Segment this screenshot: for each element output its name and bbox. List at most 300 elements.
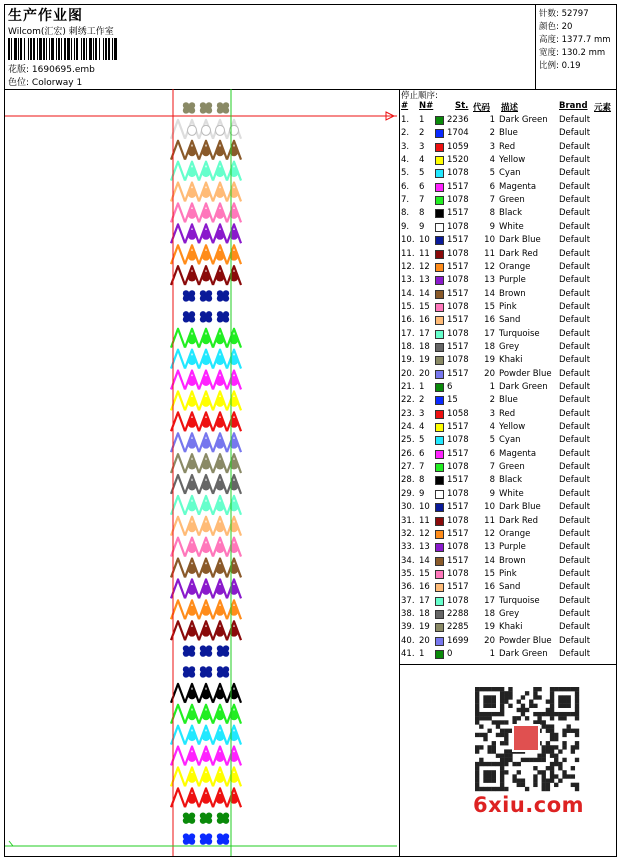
row-description: Sand (499, 315, 521, 326)
row-description: Green (499, 195, 525, 206)
qr-module (475, 720, 479, 724)
row-description: Khaki (499, 355, 523, 366)
qr-module (542, 787, 546, 791)
color-swatch (435, 557, 444, 566)
qr-module (479, 762, 483, 766)
row-stitches: 1517 (447, 341, 469, 352)
qr-module (554, 687, 558, 691)
table-row (399, 355, 616, 368)
row-brand: Default (559, 608, 591, 619)
row-description: Yellow (499, 422, 526, 433)
qr-module (575, 729, 579, 733)
row-brand: Default (559, 328, 591, 339)
barcode-bar (30, 38, 32, 60)
colorway-label: 色位: (8, 78, 30, 88)
qr-module (562, 774, 566, 778)
qr-module (492, 699, 496, 703)
qr-module (521, 779, 525, 783)
qr-module (542, 783, 546, 787)
qr-module (492, 762, 496, 766)
qr-module (533, 695, 537, 699)
row-stitches: 1078 (447, 168, 469, 179)
row-needle: 19 (419, 355, 430, 366)
qr-module (558, 779, 562, 783)
qr-module (483, 733, 487, 737)
row-needle: 18 (419, 608, 430, 619)
qr-module (500, 720, 504, 724)
diamond-fill (188, 710, 197, 720)
row-index: 37. (401, 595, 415, 606)
row-description: Dark Green (499, 382, 548, 392)
qr-module (546, 787, 550, 791)
row-description: Grey (499, 608, 520, 619)
barcode-bar (56, 38, 57, 60)
color-swatch (435, 623, 444, 632)
qr-module (546, 745, 550, 749)
design-band (183, 833, 229, 844)
qr-module (500, 687, 504, 691)
row-brand: Default (559, 528, 591, 539)
table-row (399, 182, 616, 195)
spec-scale: 比例: 0.19 (539, 61, 581, 71)
barcode-bar (24, 38, 25, 60)
qr-module (537, 770, 541, 774)
qr-module (487, 774, 491, 778)
qr-module (567, 724, 571, 728)
qr-module (529, 704, 533, 708)
diamond-fill (188, 146, 197, 156)
table-row (399, 582, 616, 595)
row-needle: 19 (419, 622, 430, 633)
qr-module (546, 699, 550, 703)
row-stitches: 1517 (447, 555, 469, 566)
table-row (399, 275, 616, 288)
qr-module (550, 712, 554, 716)
color-swatch (435, 517, 444, 526)
table-row (399, 115, 616, 128)
barcode-bar (105, 38, 107, 60)
qr-module (571, 783, 575, 787)
row-index: 1. (401, 115, 410, 125)
qr-module (487, 716, 491, 720)
diamond-fill (202, 334, 211, 344)
qr-module (487, 695, 491, 699)
row-brand: Default (559, 488, 591, 499)
color-swatch (435, 436, 444, 445)
qr-module (492, 779, 496, 783)
qr-module (475, 774, 479, 778)
watermark-logo: 6xiu.com (473, 793, 585, 817)
row-brand: Default (559, 502, 591, 513)
barcode-bar (37, 38, 38, 60)
qr-module (575, 712, 579, 716)
diamond-fill (202, 794, 211, 804)
diamond-fill (216, 480, 225, 490)
diamond-fill (216, 209, 225, 219)
qr-module (517, 708, 521, 712)
row-index: 31. (401, 515, 415, 526)
diamond-fill (188, 125, 197, 135)
qr-module (500, 766, 504, 770)
row-code: 8 (489, 475, 495, 486)
diamond-fill (202, 460, 211, 470)
row-code: 10 (484, 502, 495, 513)
qr-module (500, 699, 504, 703)
table-row (399, 529, 616, 542)
diamond-fill (202, 689, 211, 699)
row-description: Dark Red (499, 515, 539, 526)
diamond-fill (188, 794, 197, 804)
row-code: 1 (489, 649, 495, 659)
qr-module (575, 745, 579, 749)
diamond-fill (202, 501, 211, 511)
qr-module (475, 716, 479, 720)
qr-module (558, 687, 562, 691)
row-stitches: 1517 (447, 235, 469, 246)
qr-module (542, 724, 546, 728)
row-stitches: 1078 (447, 328, 469, 339)
qr-module (487, 712, 491, 716)
qr-module (500, 758, 504, 762)
qr-module (525, 787, 529, 791)
flower-motif (189, 817, 195, 823)
diamond-fill (188, 460, 197, 470)
barcode-bar (18, 38, 19, 60)
qr-module (483, 770, 487, 774)
flower-motif (223, 671, 229, 677)
row-code: 10 (484, 235, 495, 246)
qr-module (483, 712, 487, 716)
qr-module (496, 787, 500, 791)
color-swatch (435, 263, 444, 272)
diamond-fill (202, 564, 211, 574)
color-swatch (435, 503, 444, 512)
barcode-bar (61, 38, 62, 60)
row-description: Turquoise (499, 595, 540, 606)
flower-motif (200, 107, 206, 113)
diamond-fill (202, 355, 211, 365)
sheet-title: 生产作业图 (8, 8, 83, 24)
row-needle: 2 (419, 128, 425, 139)
row-brand: Default (559, 261, 591, 272)
table-row (399, 622, 616, 635)
row-needle: 1 (419, 649, 425, 659)
qr-module (571, 687, 575, 691)
qr-module (504, 749, 508, 753)
row-stitches: 1078 (447, 195, 469, 206)
table-row (399, 315, 616, 328)
color-swatch (435, 356, 444, 365)
row-stitches: 1078 (447, 355, 469, 366)
row-stitches: 1078 (447, 595, 469, 606)
qr-module (554, 737, 558, 741)
embroidery-design (5, 89, 399, 856)
color-swatch (435, 370, 444, 379)
row-description: Orange (499, 528, 531, 539)
row-needle: 17 (419, 328, 430, 339)
qr-module (562, 712, 566, 716)
qr-module (554, 774, 558, 778)
row-code: 9 (489, 488, 495, 499)
qr-module (487, 779, 491, 783)
qr-module (475, 695, 479, 699)
row-index: 30. (401, 502, 415, 513)
qr-module (487, 787, 491, 791)
qr-module (550, 737, 554, 741)
spec-colors: 颜色: 20 (539, 22, 573, 32)
qr-module (475, 712, 479, 716)
diamond-fill (202, 480, 211, 490)
row-needle: 7 (419, 462, 425, 473)
row-brand: Default (559, 235, 591, 246)
flower-motif (189, 295, 195, 301)
qr-module (537, 712, 541, 716)
row-needle: 4 (419, 155, 425, 166)
flower-motif (183, 316, 189, 322)
row-brand: Default (559, 128, 591, 139)
row-description: Khaki (499, 622, 523, 633)
table-row (399, 342, 616, 355)
row-needle: 18 (419, 341, 430, 352)
colorway-value: Colorway 1 (31, 78, 83, 88)
qr-module (567, 704, 571, 708)
row-code: 16 (484, 582, 495, 593)
qr-module (517, 770, 521, 774)
table-row (399, 382, 616, 395)
row-brand: Default (559, 355, 591, 366)
row-description: Blue (499, 128, 518, 139)
qr-module (517, 716, 521, 720)
flower-motif (217, 316, 223, 322)
qr-module (517, 762, 521, 766)
qr-module (550, 724, 554, 728)
qr-module (575, 708, 579, 712)
flower-motif (189, 838, 195, 844)
qr-module (487, 699, 491, 703)
row-needle: 20 (419, 368, 430, 379)
row-code: 12 (484, 528, 495, 539)
qr-module (546, 741, 550, 745)
qr-module (542, 774, 546, 778)
row-code: 13 (484, 542, 495, 553)
row-needle: 5 (419, 168, 425, 179)
table-row (399, 208, 616, 221)
diamond-fill (202, 230, 211, 240)
row-description: Dark Green (499, 649, 548, 659)
row-description: Red (499, 141, 516, 152)
col-header-element: 元素 (594, 103, 612, 113)
diamond-fill (216, 794, 225, 804)
stop-sequence-table (399, 89, 616, 664)
row-code: 7 (489, 462, 495, 473)
color-swatch (435, 250, 444, 259)
diamond-fill (216, 501, 225, 511)
row-brand: Default (559, 168, 591, 179)
diamond-fill (202, 606, 211, 616)
col-header-index: # (401, 101, 409, 111)
qr-module (550, 779, 554, 783)
row-stitches: 1517 (447, 528, 469, 539)
row-code: 3 (489, 408, 495, 419)
qr-module (554, 745, 558, 749)
company-name: Wilcom(汇宏) 刺绣工作室 (8, 27, 114, 37)
barcode (8, 38, 118, 60)
diamond-fill (188, 418, 197, 428)
qr-module (562, 758, 566, 762)
table-row (399, 289, 616, 302)
qr-module (500, 729, 504, 733)
diamond-fill (188, 188, 197, 198)
qr-module (475, 762, 479, 766)
qr-module (537, 720, 541, 724)
flower-motif (183, 838, 189, 844)
qr-module (487, 770, 491, 774)
table-row (399, 142, 616, 155)
row-index: 4. (401, 155, 410, 166)
row-index: 20. (401, 368, 415, 379)
row-needle: 14 (419, 288, 430, 299)
flower-motif (223, 107, 229, 113)
qr-module (550, 770, 554, 774)
diamond-fill (216, 418, 225, 428)
row-index: 27. (401, 462, 415, 473)
diamond-fill (216, 125, 225, 135)
qr-module (558, 704, 562, 708)
qr-module (546, 708, 550, 712)
row-brand: Default (559, 595, 591, 606)
qr-module (521, 783, 525, 787)
qr-module (504, 737, 508, 741)
qr-module (517, 783, 521, 787)
row-needle: 11 (419, 248, 430, 259)
row-needle: 1 (419, 382, 425, 392)
qr-module (508, 758, 512, 762)
qr-module (533, 783, 537, 787)
barcode-bar (51, 38, 54, 60)
flower-motif (206, 650, 212, 656)
diamond-fill (216, 731, 225, 741)
row-brand: Default (559, 141, 591, 152)
qr-module (475, 766, 479, 770)
table-row (399, 502, 616, 515)
diamond-fill (202, 397, 211, 407)
flower-motif (217, 817, 223, 823)
row-index: 24. (401, 422, 415, 433)
spec-width: 宽度: 130.2 mm (539, 48, 606, 58)
qr-module (496, 733, 500, 737)
row-needle: 17 (419, 595, 430, 606)
row-code: 14 (484, 555, 495, 566)
diamond-fill (202, 439, 211, 449)
qr-module (562, 716, 566, 720)
qr-module (533, 766, 537, 770)
qr-module (504, 770, 508, 774)
qr-module (500, 691, 504, 695)
pattern-value: 1690695.emb (31, 65, 95, 75)
qr-module (550, 695, 554, 699)
qr-module (542, 745, 546, 749)
spec-panel (535, 5, 617, 89)
row-needle: 12 (419, 528, 430, 539)
row-stitches: 1699 (447, 635, 469, 646)
diamond-fill (202, 272, 211, 282)
qr-module (496, 762, 500, 766)
qr-module (567, 729, 571, 733)
diamond-fill (202, 543, 211, 553)
row-index: 6. (401, 181, 410, 192)
color-swatch (435, 570, 444, 579)
table-row (399, 235, 616, 248)
table-row (399, 262, 616, 275)
color-swatch (435, 316, 444, 325)
qr-module (487, 749, 491, 753)
qr-module (496, 720, 500, 724)
qr-module (550, 754, 554, 758)
qr-module (504, 699, 508, 703)
row-description: Grey (499, 341, 520, 352)
diamond-fill (188, 627, 197, 637)
row-index: 17. (401, 328, 415, 339)
row-code: 17 (484, 328, 495, 339)
row-stitches: 1517 (447, 208, 469, 219)
table-row (399, 195, 616, 208)
diamond-fill (188, 439, 197, 449)
qr-module (521, 704, 525, 708)
row-index: 22. (401, 395, 415, 406)
qr-module (483, 704, 487, 708)
row-brand: Default (559, 275, 591, 286)
qr-module (571, 729, 575, 733)
diamond-fill (188, 209, 197, 219)
diamond-fill (188, 564, 197, 574)
flower-motif (217, 650, 223, 656)
color-swatch (435, 650, 444, 659)
color-swatch (435, 543, 444, 552)
row-code: 8 (489, 208, 495, 219)
row-needle: 15 (419, 568, 430, 579)
row-index: 5. (401, 168, 410, 179)
diamond-fill (202, 125, 211, 135)
qr-module (542, 749, 546, 753)
row-needle: 6 (419, 448, 425, 459)
qr-module (492, 770, 496, 774)
barcode-bar (46, 38, 47, 60)
color-swatch (435, 463, 444, 472)
flower-motif (217, 838, 223, 844)
row-index: 19. (401, 355, 415, 366)
qr-module (496, 687, 500, 691)
qr-module (508, 749, 512, 753)
flower-motif (183, 107, 189, 113)
table-row (399, 302, 616, 315)
diamond-fill (188, 334, 197, 344)
row-stitches: 1078 (447, 542, 469, 553)
row-stitches: 1517 (447, 582, 469, 593)
row-brand: Default (559, 395, 591, 406)
qr-module (475, 704, 479, 708)
row-brand: Default (559, 542, 591, 553)
barcode-bar (67, 38, 70, 60)
color-swatch (435, 209, 444, 218)
qr-module (558, 716, 562, 720)
qr-module (537, 695, 541, 699)
row-brand: Default (559, 515, 591, 526)
flower-motif (206, 295, 212, 301)
qr-module (525, 758, 529, 762)
row-index: 18. (401, 341, 415, 352)
row-code: 16 (484, 315, 495, 326)
flower-motif (200, 817, 206, 823)
